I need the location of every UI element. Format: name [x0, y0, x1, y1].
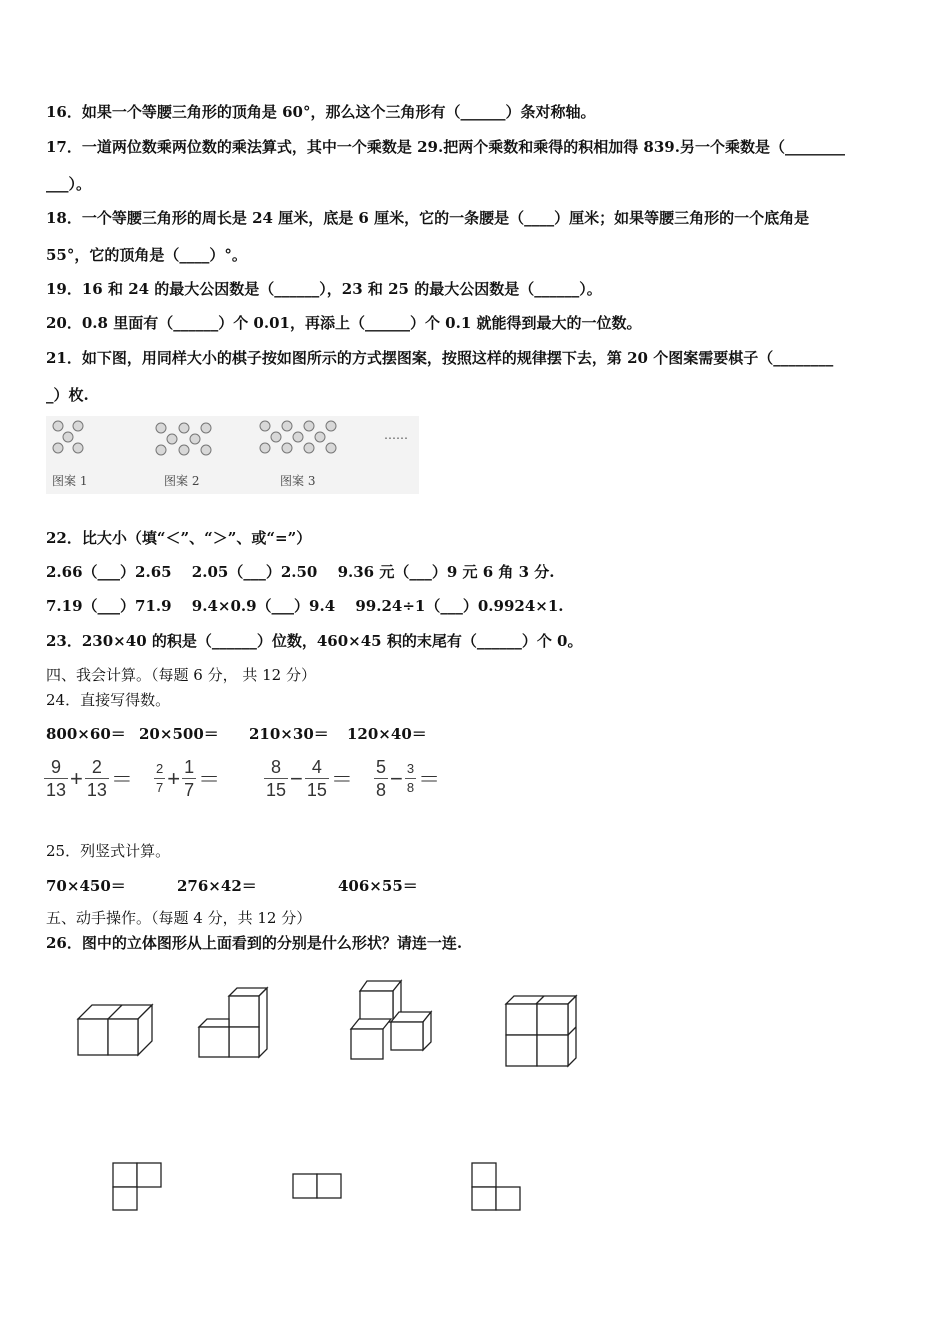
question-16: 16．如果一个等腰三角形的顶角是 60°，那么这个三角形有（______）条对称轴。	[46, 103, 596, 121]
question-24-title: 24．直接写得数。	[46, 691, 171, 709]
calc-item-2: 20×500＝	[139, 725, 219, 743]
solid-figure-1	[70, 995, 160, 1060]
denominator: 13	[46, 780, 67, 800]
pattern-label-2: 图案 2	[164, 474, 200, 488]
question-17-line1: 17．一道两位数乘两位数的乘法算式，其中一个乘数是 29.把两个乘数和乘得的积相加得 839.另一个乘数是（________	[46, 138, 845, 156]
fraction-expr-1	[44, 756, 135, 801]
question-17-line2: ___）。	[46, 175, 92, 193]
operator: +	[70, 765, 83, 791]
question-22-row2: 7.19（___）71.9 9.4×0.9（___）9.4 99.24÷1（___）0.9924×1.	[46, 597, 564, 615]
numerator: 2	[156, 761, 164, 776]
pattern-ellipsis: ……	[384, 428, 408, 442]
denominator: 15	[266, 780, 287, 800]
vertical-calc-2: 276×42＝	[177, 877, 257, 895]
solid-figure-4	[502, 990, 582, 1070]
question-18-line2: 55°，它的顶角是（____）°。	[46, 246, 247, 264]
question-19: 19．16 和 24 的最大公因数是（______），23 和 25 的最大公因数是（______）。	[46, 280, 602, 298]
denominator: 7	[184, 780, 195, 800]
denominator: 8	[406, 780, 415, 795]
numerator: 4	[311, 757, 322, 777]
equals: ＝	[418, 767, 441, 792]
numerator: 3	[406, 761, 415, 776]
pattern-dots	[46, 416, 419, 494]
pattern-label-3: 图案 3	[280, 474, 316, 488]
pattern-label-1: 图案 1	[52, 474, 88, 488]
equals: ＝	[110, 767, 133, 792]
section-5-heading: 五、动手操作。（每题 4 分，共 12 分）	[46, 909, 312, 927]
equals: ＝	[198, 767, 221, 792]
question-21-line2: _）枚.	[46, 386, 89, 404]
solid-figure-3	[347, 978, 437, 1063]
vertical-calc-3: 406×55＝	[338, 877, 418, 895]
question-20: 20．0.8 里面有（______）个 0.01，再添上（______）个 0.1 就能得到最大的一位数。	[46, 314, 642, 332]
question-25-title: 25．列竖式计算。	[46, 842, 171, 860]
question-18-line1: 18．一个等腰三角形的周长是 24 厘米，底是 6 厘米，它的一条腰是（____）厘米；如果等腰三角形的一个底角是	[46, 209, 810, 227]
denominator: 15	[306, 780, 327, 800]
question-23: 23．230×40 的积是（______）位数，460×45 积的末尾有（______）个 0。	[46, 632, 583, 650]
numerator: 9	[51, 757, 62, 777]
equals: ＝	[330, 767, 353, 792]
operator: +	[167, 765, 181, 791]
question-22-title: 22．比大小（填“＜”、“＞”、或“=”）	[46, 529, 312, 547]
calc-item-3: 210×30＝	[249, 725, 329, 743]
fraction-expr-3	[264, 756, 355, 801]
operator: −	[290, 765, 303, 791]
top-view-1	[110, 1160, 164, 1212]
fraction-expr-2	[154, 756, 222, 801]
solid-figure-2	[195, 985, 280, 1060]
numerator: 8	[271, 757, 282, 777]
denominator: 13	[86, 780, 107, 800]
top-view-3	[469, 1160, 523, 1212]
vertical-calc-1: 70×450＝	[46, 877, 126, 895]
numerator: 2	[91, 757, 102, 777]
numerator: 1	[184, 757, 195, 777]
question-22-row1: 2.66（___）2.65 2.05（___）2.50 9.36 元（___）9 元 6 角 3 分.	[46, 563, 555, 581]
calc-item-4: 120×40＝	[347, 725, 427, 743]
section-4-heading: 四、我会计算。（每题 6 分， 共 12 分）	[46, 666, 316, 684]
numerator: 5	[376, 757, 387, 777]
denominator: 7	[156, 780, 164, 795]
denominator: 8	[376, 780, 387, 800]
operator: −	[390, 765, 403, 791]
calc-item-1: 800×60＝	[46, 725, 126, 743]
fraction-expr-4	[374, 756, 442, 801]
top-view-2	[290, 1172, 344, 1200]
question-26: 26．图中的立体图形从上面看到的分别是什么形状？请连一连.	[46, 934, 463, 952]
chess-pattern-figure	[46, 416, 419, 494]
question-21-line1: 21．如下图，用同样大小的棋子按如图所示的方式摆图案，按照这样的规律摆下去，第 20 个图案需要棋子（________	[46, 349, 834, 367]
